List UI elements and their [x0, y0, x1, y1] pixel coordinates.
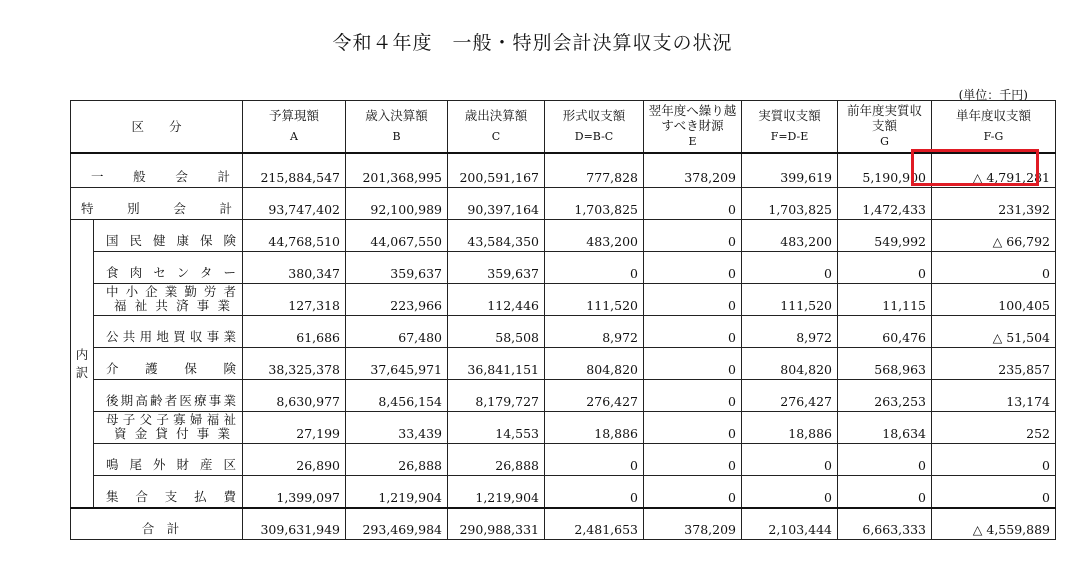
header-col-sub: C [491, 130, 501, 144]
value-cell: 38,325,378 [243, 348, 346, 380]
value-cell: 0 [644, 220, 742, 252]
table-row-sub [71, 220, 1056, 252]
table-row-general [71, 153, 1056, 188]
value-cell: 359,637 [346, 252, 448, 284]
value-cell: 549,992 [838, 220, 932, 252]
table-row-sub [71, 444, 1056, 476]
value-cell: 0 [838, 476, 932, 508]
value-cell: 252 [932, 412, 1056, 444]
value-cell: 0 [932, 444, 1056, 476]
header-col-main: 前年度実質収支額 [846, 103, 922, 134]
row-label [94, 412, 243, 444]
value-cell: 223,966 [346, 284, 448, 316]
row-label [94, 476, 243, 508]
header-col [838, 101, 932, 153]
value-cell: 0 [932, 476, 1056, 508]
value-cell: 11,115 [838, 284, 932, 316]
value-cell: 0 [644, 476, 742, 508]
value-cell: 0 [644, 444, 742, 476]
header-col [346, 101, 448, 153]
row-label-text: 一般会計 [91, 169, 230, 184]
value-cell: 0 [644, 412, 742, 444]
row-label [94, 252, 243, 284]
value-cell: 804,820 [545, 348, 644, 380]
row-label-text: 鳴尾外財産区 [106, 457, 236, 472]
value-cell: 0 [644, 348, 742, 380]
value-cell: 27,199 [243, 412, 346, 444]
table-row-special [71, 188, 1056, 220]
settlement-table [70, 100, 1056, 540]
value-cell: 0 [545, 476, 644, 508]
value-cell: 2,481,653 [545, 508, 644, 540]
header-col-main: 翌年度へ繰り越すべき財源 [648, 103, 737, 134]
value-cell: 290,988,331 [448, 508, 545, 540]
header-col-main: 歳入決算額 [365, 108, 428, 124]
value-cell: 6,663,333 [838, 508, 932, 540]
value-cell: 93,747,402 [243, 188, 346, 220]
value-cell: 231,392 [932, 188, 1056, 220]
header-col-sub: E [688, 135, 697, 149]
value-cell: 90,397,164 [448, 188, 545, 220]
value-cell: 0 [644, 380, 742, 412]
value-cell: 111,520 [545, 284, 644, 316]
value-cell: 235,857 [932, 348, 1056, 380]
value-cell: 568,963 [838, 348, 932, 380]
table-row-sub [71, 412, 1056, 444]
value-cell: 36,841,151 [448, 348, 545, 380]
value-cell: 777,828 [545, 153, 644, 188]
value-cell: 44,768,510 [243, 220, 346, 252]
row-label-text: 集合支払費 [106, 488, 236, 504]
value-cell: 5,190,900 [838, 153, 932, 188]
value-cell: 0 [644, 188, 742, 220]
value-cell: 1,703,825 [545, 188, 644, 220]
value-cell: 0 [742, 476, 838, 508]
side-label [71, 220, 94, 508]
header-col [742, 101, 838, 153]
value-cell: 1,472,433 [838, 188, 932, 220]
row-label [94, 284, 243, 316]
value-cell: 8,456,154 [346, 380, 448, 412]
value-cell: 111,520 [742, 284, 838, 316]
value-cell: 1,703,825 [742, 188, 838, 220]
row-label-text: 食肉センター [106, 265, 236, 280]
row-label-text: 母子父子寡婦福祉 [106, 412, 236, 427]
value-cell: 215,884,547 [243, 153, 346, 188]
header-col-main: 歳出決算額 [464, 108, 528, 124]
page-title: 令和４年度 一般・特別会計決算収支の状況 [332, 32, 733, 54]
row-label-text: 公共用地買収事業 [106, 329, 236, 344]
row-label-text-2: 資金貸付事業 [114, 426, 230, 441]
value-cell: 37,645,971 [346, 348, 448, 380]
header-col-main: 予算現額 [268, 108, 319, 124]
value-cell: 8,179,727 [448, 380, 545, 412]
value-cell: 0 [742, 252, 838, 284]
value-cell: 0 [838, 444, 932, 476]
header-col-sub: D=B-C [574, 130, 614, 144]
row-label-text: 合 計 [141, 521, 180, 536]
header-col-main: 形式収支額 [562, 108, 626, 124]
value-cell: 0 [644, 252, 742, 284]
value-cell: 112,446 [448, 284, 545, 316]
value-cell: 1,219,904 [448, 476, 545, 508]
value-cell: 0 [932, 252, 1056, 284]
value-cell: 58,508 [448, 316, 545, 348]
value-cell: 67,480 [346, 316, 448, 348]
value-cell: 8,972 [742, 316, 838, 348]
table-row-total [71, 508, 1056, 540]
value-cell: 33,439 [346, 412, 448, 444]
value-cell: 0 [545, 252, 644, 284]
value-cell: 483,200 [545, 220, 644, 252]
value-cell: 276,427 [742, 380, 838, 412]
row-label [71, 188, 243, 220]
value-cell: 61,686 [243, 316, 346, 348]
value-cell: 92,100,989 [346, 188, 448, 220]
value-cell: 201,368,995 [346, 153, 448, 188]
value-cell: 43,584,350 [448, 220, 545, 252]
table-row-sub [71, 380, 1056, 412]
header-col-sub: B [392, 130, 401, 144]
value-cell: 8,630,977 [243, 380, 346, 412]
row-label [94, 316, 243, 348]
row-label [94, 348, 243, 380]
table-row-sub [71, 476, 1056, 508]
header-col-main: 実質収支額 [758, 108, 821, 124]
header-col-main: 単年度収支額 [955, 108, 1031, 124]
row-label [71, 508, 243, 540]
value-cell: 127,318 [243, 284, 346, 316]
header-col-sub: A [290, 130, 298, 144]
row-label [71, 153, 243, 188]
unit-label: (単位：千円) [958, 88, 1028, 102]
row-label [94, 380, 243, 412]
row-label [94, 444, 243, 476]
value-cell: 100,405 [932, 284, 1056, 316]
row-label-text: 特別会計 [81, 201, 232, 216]
value-cell: △ 51,504 [932, 316, 1056, 348]
value-cell: 0 [545, 444, 644, 476]
table-row-sub [71, 316, 1056, 348]
value-cell: 293,469,984 [346, 508, 448, 540]
value-cell: 359,637 [448, 252, 545, 284]
value-cell: 2,103,444 [742, 508, 838, 540]
value-cell: 200,591,167 [448, 153, 545, 188]
value-cell: 26,890 [243, 444, 346, 476]
header-kubun: 区 分 [71, 101, 243, 153]
header-col-sub: G [880, 135, 889, 149]
value-cell: △ 4,791,281 [932, 153, 1056, 188]
value-cell: 8,972 [545, 316, 644, 348]
value-cell: △ 4,559,889 [932, 508, 1056, 540]
row-label-text: 介護保険 [106, 361, 236, 376]
row-label-text: 中小企業勤労者 [106, 284, 236, 299]
value-cell: 378,209 [644, 153, 742, 188]
value-cell: 18,886 [742, 412, 838, 444]
table-row-sub [71, 252, 1056, 284]
value-cell: 14,553 [448, 412, 545, 444]
header-col [545, 101, 644, 153]
value-cell: 60,476 [838, 316, 932, 348]
value-cell: 1,219,904 [346, 476, 448, 508]
value-cell: 378,209 [644, 508, 742, 540]
value-cell: △ 66,792 [932, 220, 1056, 252]
row-label-text: 後期高齢者医療事業 [106, 393, 236, 408]
header-row [71, 101, 1056, 153]
value-cell: 18,886 [545, 412, 644, 444]
value-cell: 263,253 [838, 380, 932, 412]
table-row-sub [71, 348, 1056, 380]
value-cell: 309,631,949 [243, 508, 346, 540]
row-label-text: 国民健康保険 [106, 233, 236, 248]
value-cell: 18,634 [838, 412, 932, 444]
value-cell: 26,888 [448, 444, 545, 476]
row-label [94, 220, 243, 252]
header-col [448, 101, 545, 153]
side-label-top: 内 [75, 347, 89, 363]
side-label-bottom: 訳 [75, 365, 89, 381]
header-col-sub: F=D-E [770, 130, 809, 144]
value-cell: 483,200 [742, 220, 838, 252]
value-cell: 399,619 [742, 153, 838, 188]
value-cell: 0 [644, 284, 742, 316]
value-cell: 26,888 [346, 444, 448, 476]
value-cell: 0 [644, 316, 742, 348]
row-label-text-2: 福祉共済事業 [114, 298, 230, 313]
header-col [932, 101, 1056, 153]
value-cell: 44,067,550 [346, 220, 448, 252]
value-cell: 13,174 [932, 380, 1056, 412]
value-cell: 0 [838, 252, 932, 284]
table-row-sub [71, 284, 1056, 316]
header-col [243, 101, 346, 153]
value-cell: 380,347 [243, 252, 346, 284]
header-col [644, 101, 742, 153]
header-col-sub: F-G [983, 130, 1004, 144]
value-cell: 1,399,097 [243, 476, 346, 508]
value-cell: 804,820 [742, 348, 838, 380]
value-cell: 0 [742, 444, 838, 476]
value-cell: 276,427 [545, 380, 644, 412]
